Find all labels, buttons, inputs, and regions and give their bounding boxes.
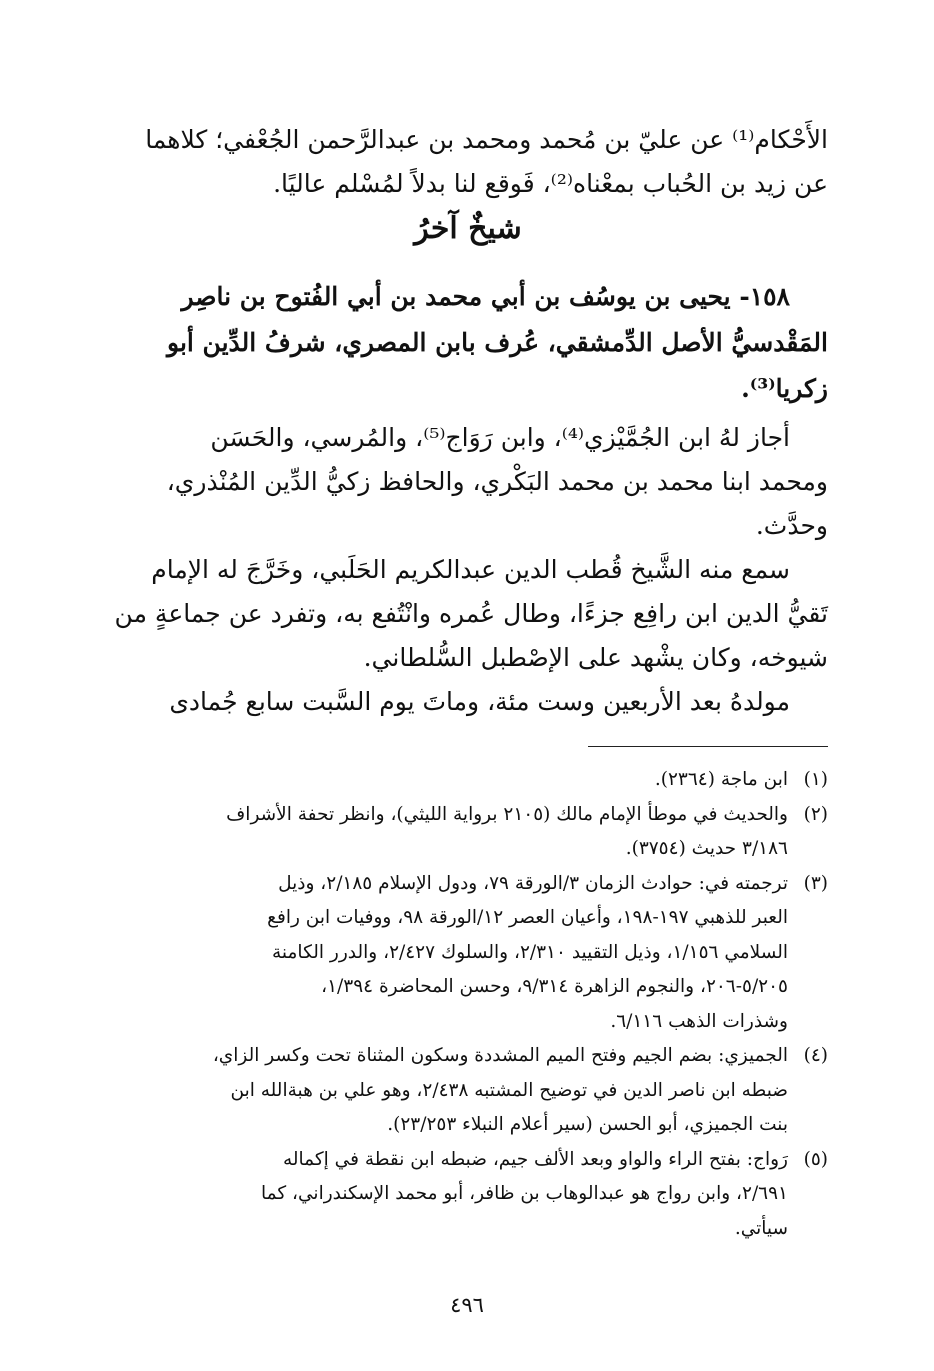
text-line: ٢/٦٩١، وابن رواج هو عبدالوهاب بن ظافر، أبو محمد الإسكندراني، كما xyxy=(261,1183,788,1204)
section-heading: شيخٌ آخرُ xyxy=(414,211,522,246)
text-line: سمع منه الشَّيخ قُطب الدين عبدالكريم الحَلَبي، وخَرَّجَ له الإمام xyxy=(151,555,790,584)
footnote-number: (٢) xyxy=(803,803,828,825)
footnote-text xyxy=(108,798,788,867)
text-line: أجاز لهُ ابن الجُمَّيْزي⁽⁴⁾، وابن رَوَاج⁽⁵⁾، والمُرسي، والحَسَن xyxy=(210,423,790,452)
entry-title xyxy=(108,274,828,412)
text-line: بنت الجميزي، أبو الحسن (سير أعلام النبلاء ٢٣/٢٥٣). xyxy=(387,1114,788,1135)
mawlid-paragraph xyxy=(108,680,828,724)
text-line: ٣/١٨٦ حديث (٣٧٥٤). xyxy=(625,838,788,859)
samia-paragraph xyxy=(108,548,828,680)
footnote-text xyxy=(108,867,788,1040)
footnote-number: (٣) xyxy=(803,872,828,894)
footnote-number: (١) xyxy=(803,769,828,790)
page-body xyxy=(108,118,828,1246)
footnote-divider xyxy=(588,746,828,747)
footnote-number: (٤) xyxy=(803,1045,828,1066)
text-line: تَقيُّ الدين ابن رافِع جزءًا، وطال عُمره وانْتُفع به، وتفرد عن جماعةٍ من xyxy=(114,599,828,628)
text-line: ١٥٨- يحيى بن يوسُف بن أبي محمد بن أبي الفُتوح بن ناصِر xyxy=(181,282,790,311)
text-line: ضبطه ابن ناصر الدين في توضيح المشتبه ٢/٤٣٨، وهو علي بن هبةالله ابن xyxy=(230,1079,788,1101)
text-line: شيوخه، وكان يشْهد على الإصْطبل السُّلطاني. xyxy=(363,643,828,672)
text-line: ابن ماجة (٢٣٦٤). xyxy=(654,769,788,790)
text-line: رَواج: بفتح الراء والواو وبعد الألف جيم، ضبطه ابن نقطة في إكماله xyxy=(282,1148,788,1170)
footnote-4 xyxy=(108,1039,828,1143)
footnote-5 xyxy=(108,1143,828,1247)
text-line: زكريا⁽³⁾. xyxy=(741,374,828,403)
text-line: عن زيد بن الحُباب بمعْناه⁽²⁾، فَوقع لنا بدلاً لمُسْلم عاليًا. xyxy=(273,169,828,198)
text-line: الأَحْكام⁽¹⁾ عن عليّ بن مُحمد ومحمد بن عبدالرَّحمن الجُعْفي؛ كلاهما xyxy=(145,125,828,154)
text-line: وشذرات الذهب ٦/١١٦. xyxy=(610,1010,788,1032)
text-line: ومحمد ابنا محمد بن محمد البَكْري، والحافظ زكيُّ الدِّين المُنْذري، xyxy=(166,467,828,496)
page-number: ٤٩٦ xyxy=(450,1293,484,1317)
text-line: العبر للذهبي ١٩٧-١٩٨، وأعيان العصر ١٢/الورقة ٩٨، ووفيات ابن رافع xyxy=(267,907,788,928)
text-line: ترجمته في: حوادث الزمان ٣/الورقة ٧٩، ودول الإسلام ٢/١٨٥، وذيل xyxy=(278,872,788,894)
footnote-text xyxy=(108,1143,788,1247)
footnote-text xyxy=(108,1039,788,1143)
intro-paragraph xyxy=(108,118,828,206)
text-line: وحدَّث. xyxy=(755,511,828,540)
footnote-2 xyxy=(108,798,828,867)
footnote-text xyxy=(108,763,788,798)
text-line: الجميزي: بضم الجيم وفتح الميم المشددة وسكون المثناة تحت وكسر الزاي، xyxy=(212,1045,788,1066)
footnote-number: (٥) xyxy=(803,1148,828,1170)
footnote-1 xyxy=(108,763,828,798)
text-line: مولدهُ بعد الأربعين وست مئة، وماتَ يوم السَّبت سابع جُمادى xyxy=(169,687,790,716)
text-line: المَقْدسيُّ الأصل الدِّمشقي، عُرف بابن المصري، شرفُ الدِّين أبو xyxy=(167,328,828,357)
text-line: ٥/٢٠٥-٢٠٦، والنجوم الزاهرة ٩/٣١٤، وحسن المحاضرة ١/٣٩٤، xyxy=(321,976,788,997)
text-line: السلامي ١/١٥٦، وذيل التقييد ٢/٣١٠، والسلوك ٢/٤٢٧، والدرر الكامنة xyxy=(272,941,788,963)
footnote-3 xyxy=(108,867,828,1040)
ijaza-paragraph xyxy=(108,416,828,548)
footnotes xyxy=(108,763,828,1246)
text-line: والحديث في موطأ الإمام مالك (٢١٠٥ برواية الليثي)، وانظر تحفة الأشراف xyxy=(226,803,788,825)
text-line: سيأتي. xyxy=(734,1217,788,1239)
